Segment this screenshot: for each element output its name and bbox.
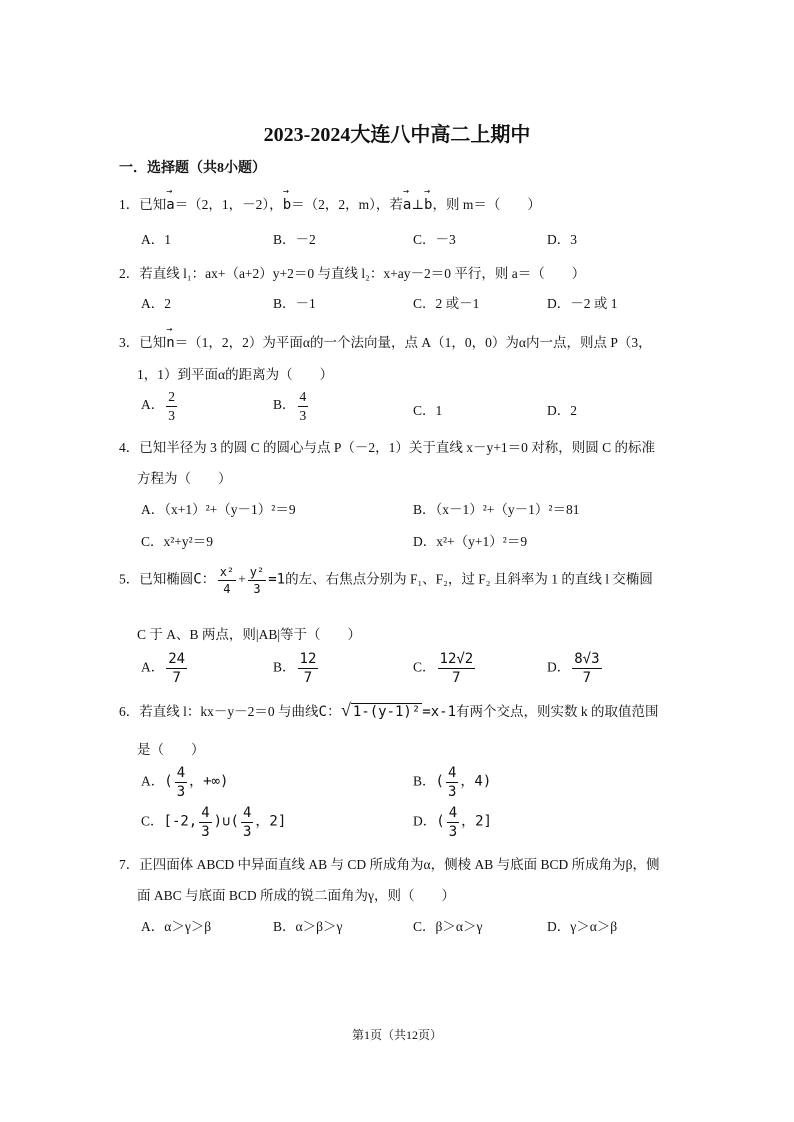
q5-d3: 3 bbox=[253, 582, 261, 596]
vector-a: → a bbox=[166, 197, 174, 213]
q7-line2: 面 ABC 与底面 BCD 所成的锐二面角为γ，则（ ） bbox=[137, 888, 455, 903]
q5-option-d bbox=[547, 652, 604, 685]
q6-d-num: 4 bbox=[448, 805, 458, 821]
q1-mid2: ＝（2，2，m），若 bbox=[291, 197, 403, 212]
question-7: 7．正四面体 ABCD 中异面直线 AB 与 CD 所成角为α，侧棱 AB 与底面 BCD 所成角为β，侧 bbox=[119, 857, 660, 872]
q3-option-d: D．2 bbox=[547, 403, 577, 418]
question-4: 4．已知半径为 3 的圆 C 的圆心与点 P（－2，1）关于直线 x－y+1＝0 对称，则圆 C 的标准 bbox=[119, 440, 656, 455]
q6-a-label: A． bbox=[141, 773, 165, 789]
q1-mid1: ＝（2，1，－2）， bbox=[174, 197, 283, 212]
q7-line1: 正四面体 ABCD 中异面直线 AB 与 CD 所成角为α，侧棱 AB 与底面 BCD 所成角为β，侧 bbox=[139, 857, 660, 872]
q2-text: 若直线 l₁：ax+（a+2）y+2＝0 与直线 l₂：x+ay－2＝0 平行，则 a＝（ ） bbox=[139, 266, 586, 281]
q5-a-den: 7 bbox=[172, 670, 181, 686]
q4-line1: 已知半径为 3 的圆 C 的圆心与点 P（－2，1）关于直线 x－y+1＝0 对称，则圆 C 的标准 bbox=[139, 440, 656, 455]
q6-a-open: ( bbox=[164, 773, 173, 790]
question-3: 3．已知→ n＝（1，2，2）为平面α的一个法向量，点 A（1，0，0）为α内一点，则点 P（3， bbox=[119, 331, 652, 351]
question-2: 2．若直线 l₁：ax+（a+2）y+2＝0 与直线 l₂：x+ay－2＝0 平行，则 a＝（ ） bbox=[119, 266, 586, 281]
q5-c-num: 12√2 bbox=[439, 651, 474, 667]
q5-c: C： bbox=[193, 571, 216, 588]
q3-line1: ＝（1，2，2）为平面α的一个法向量，点 A（1，0，0）为α内一点，则点 P（3， bbox=[174, 335, 652, 350]
page-footer: 第1页（共12页） bbox=[351, 1028, 442, 1042]
q5-a-label: A． bbox=[141, 659, 165, 675]
q4-option-d: D．x²+（y+1）²＝9 bbox=[413, 534, 528, 549]
q5-line2: C 于 A、B 两点，则|AB|等于（ ） bbox=[137, 627, 362, 642]
q5-eq: =1 bbox=[268, 571, 286, 588]
q2-option-c: C．2 或－1 bbox=[413, 296, 480, 311]
q1-option-d: D．3 bbox=[547, 232, 577, 247]
q6-option-a bbox=[141, 766, 228, 799]
q4-option-b: B．（x－1）²+（y－1）²＝81 bbox=[413, 502, 580, 517]
q6-c-num2: 4 bbox=[242, 805, 252, 821]
q6-d-close: ，2] bbox=[461, 813, 492, 830]
q3-option-a bbox=[141, 390, 179, 422]
sqrt-symbol: √ bbox=[340, 700, 351, 720]
q6-c-open: [-2, bbox=[163, 813, 198, 830]
q6-c-label: C． bbox=[141, 813, 164, 829]
page-title: 2023-2024大连八中高二上期中 bbox=[263, 124, 531, 146]
q5-d-label: D． bbox=[547, 659, 571, 675]
q3-option-b bbox=[273, 390, 310, 422]
q4-option-a: A．（x+1）²+（y－1）²＝9 bbox=[141, 502, 296, 517]
q1-option-c: C．－3 bbox=[413, 232, 456, 247]
q6-a-num: 4 bbox=[176, 765, 186, 781]
q5-option-b bbox=[273, 652, 320, 685]
q5-b-num: 12 bbox=[299, 651, 317, 667]
q7-option-a: A．α＞γ＞β bbox=[141, 919, 212, 934]
vector-b-2: → b bbox=[424, 197, 432, 213]
question-6: 6．若直线 l：kx－y－2＝0 与曲线C：√ 1-(y-1)² =x-1有两个交点，则实数 k 的取值范围 bbox=[119, 700, 659, 720]
q3-b-num: 4 bbox=[298, 390, 309, 407]
q6-b-num: 4 bbox=[447, 765, 457, 781]
q1-number: 1． bbox=[119, 197, 140, 212]
q5-b-label: B． bbox=[273, 659, 296, 675]
q6-a-den: 3 bbox=[176, 784, 186, 800]
q2-option-b: B．－1 bbox=[273, 296, 316, 311]
q5-d-den: 7 bbox=[582, 670, 592, 686]
q1-option-b: B．－2 bbox=[273, 232, 316, 247]
q5-option-a bbox=[141, 652, 189, 685]
q5-pre: 已知椭圆 bbox=[139, 571, 194, 587]
q5-b-den: 7 bbox=[303, 670, 313, 686]
q6-c: C： bbox=[318, 704, 341, 720]
q2-option-d: D．－2 或 1 bbox=[547, 296, 618, 311]
q5-a-num: 24 bbox=[168, 651, 186, 667]
q6-line1: 有两个交点，则实数 k 的取值范围 bbox=[456, 704, 659, 719]
q3-pre: 已知 bbox=[139, 335, 167, 350]
q4-line2: 方程为（ ） bbox=[137, 471, 232, 486]
q6-d-open: ( bbox=[436, 813, 445, 830]
q3-line2: 1，1）到平面α的距离为（ ） bbox=[137, 367, 334, 382]
q7-option-d: D．γ＞α＞β bbox=[547, 919, 618, 934]
q6-radicand: 1-(y-1)² bbox=[352, 704, 421, 720]
q3-b-label: B． bbox=[273, 397, 296, 413]
q3-option-c: C．1 bbox=[413, 403, 443, 418]
section-heading: 一．选择题（共8小题） bbox=[119, 161, 266, 176]
q6-c-num1: 4 bbox=[201, 805, 210, 821]
q7-option-c: C．β＞α＞γ bbox=[413, 919, 483, 934]
q5-x2: x² bbox=[219, 565, 235, 579]
q5-c-label: C． bbox=[413, 659, 436, 675]
q3-a-num: 2 bbox=[166, 390, 177, 407]
perp-symbol: ⊥ bbox=[411, 197, 425, 212]
q6-b-open: ( bbox=[435, 773, 444, 790]
q6-c-den2: 3 bbox=[242, 824, 252, 840]
q6-d-label: D． bbox=[413, 813, 437, 829]
q1-option-a: A．1 bbox=[141, 232, 171, 247]
q6-option-c bbox=[141, 806, 286, 839]
vector-a-2: → a bbox=[403, 197, 411, 213]
q5-y2: y² bbox=[249, 565, 265, 579]
q6-d-den: 3 bbox=[448, 824, 458, 840]
question-1 bbox=[119, 193, 541, 213]
q1-pre: 已知 bbox=[139, 197, 167, 212]
q6-c-union: )∪( bbox=[213, 813, 239, 830]
vector-n: → n bbox=[166, 335, 174, 351]
q6-option-b bbox=[413, 766, 491, 799]
q6-c-close: ，2] bbox=[255, 813, 287, 830]
q6-rest: =x-1 bbox=[422, 704, 456, 720]
q4-option-c: C．x²+y²＝9 bbox=[141, 534, 213, 549]
q3-a-label: A． bbox=[141, 397, 165, 413]
q6-b-close: ，4) bbox=[460, 773, 492, 790]
q5-d-num: 8√3 bbox=[574, 651, 600, 667]
q6-b-label: B． bbox=[413, 773, 436, 789]
q3-a-den: 3 bbox=[168, 407, 175, 423]
q5-c-den: 7 bbox=[452, 670, 461, 686]
q5-d4: 4 bbox=[223, 582, 231, 596]
q7-option-b: B．α＞β＞γ bbox=[273, 919, 343, 934]
q6-c-den1: 3 bbox=[201, 824, 210, 840]
q5-line1: 的左、右焦点分别为 F₁、F₂，过 F₂ 且斜率为 1 的直线 l 交椭圆 bbox=[285, 571, 653, 587]
q6-b-den: 3 bbox=[447, 784, 457, 800]
q5-option-c bbox=[413, 652, 477, 685]
q6-option-d bbox=[413, 806, 492, 839]
q3-b-den: 3 bbox=[299, 407, 307, 423]
question-5: 5．已知椭圆C： $\frac{\text{x²}}{4}$ + $\frac{\text{y²}}{3}$ =1的左、右焦点分别为 F₁、F₂，过 F₂ 且斜率为 1 的直线 l 交椭圆 bbox=[119, 565, 653, 596]
vector-b: → b bbox=[283, 197, 291, 213]
q1-end: ，则 m＝（ ） bbox=[432, 197, 541, 212]
q6-line2: 是（ ） bbox=[137, 742, 205, 757]
q6-pre: 若直线 l：kx－y－2＝0 与曲线 bbox=[139, 704, 319, 719]
q2-option-a: A．2 bbox=[141, 296, 171, 311]
q6-a-close: ，+∞) bbox=[189, 773, 229, 790]
